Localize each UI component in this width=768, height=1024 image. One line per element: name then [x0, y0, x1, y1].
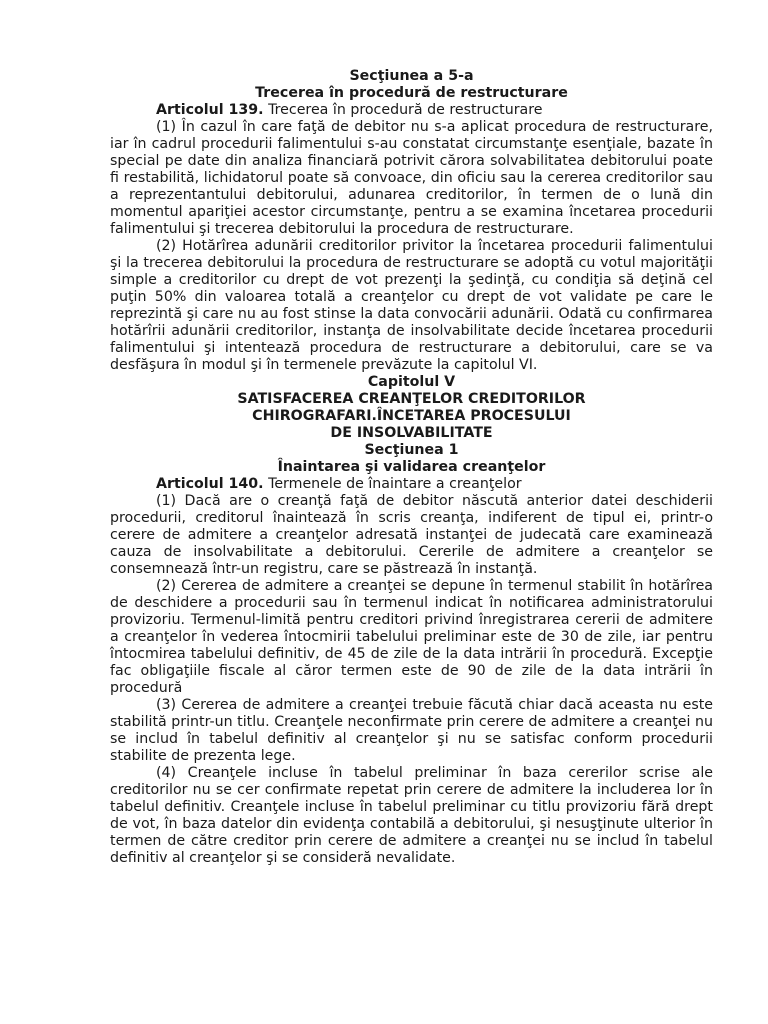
chapter-5-heading: Capitolul V: [367, 374, 456, 390]
article-140-paragraph-2: (2) Cererea de admitere a creanţei se depune în termenul stabilit în hotărîrea de deschidere a procedurii sau în termenul indicat în notificarea administratorului provizoriu. Termenul-limită pentru creditori privind înregistrarea cererii de admitere a creanţelor în vederea întocmirii tabelului preliminar este de 30 de zile, iar pentru întocmirea tabelului definitiv, de 45 de zile de la data intrării în procedură. Excepţie fac obligaţiile fiscale al căror termen este de 90 de zile de la data intrării în procedură: [110, 578, 713, 696]
section-1-title: Înaintarea şi validarea creanţelor: [277, 459, 546, 475]
article-140-paragraph-4: (4) Creanţele incluse în tabelul preliminar în baza cererilor scrise ale creditorilor nu se cer confirmate repetat prin cerere de admitere la includerea lor în tabelul definitiv. Creanţele incluse în tabelul preliminar cu titlu provizoriu fără drept de vot, în baza datelor din evidenţa contabilă a debitorului, şi nesuşţinute ulterior în termen de către creditor prin cerere de admitere a creanţei nu se includ în tabelul definitiv al creanţelor şi se consideră nevalidate.: [110, 765, 713, 866]
article-140-heading: [110, 476, 713, 493]
section-5-title: Trecerea în procedură de restructurare: [255, 85, 568, 101]
chapter-5-title-line-1: SATISFACEREA CREANŢELOR CREDITORILOR: [237, 391, 586, 407]
article-139-title: Trecerea în procedură de restructurare: [263, 102, 543, 118]
section-1-heading: Secţiunea 1: [364, 442, 459, 458]
chapter-5-title-line-3: DE INSOLVABILITATE: [330, 425, 493, 441]
document-page: [110, 68, 713, 867]
article-140-title: Termenele de înaintare a creanţelor: [263, 476, 522, 492]
article-139-paragraph-2: (2) Hotărîrea adunării creditorilor privitor la încetarea procedurii falimentului şi la trecerea debitorului la procedura de restructurare se adoptă cu votul majorităţii simple a creditorilor cu drept de vot prezenţi la şedinţă, cu condiţia să deţină cel puţin 50% din valoarea totală a creanţelor cu drept de vot validate pe care le reprezintă şi care nu au fost stinse la data convocării adunării. Odată cu confirmarea hotărîrii adunării creditorilor, instanţa de insolvabilitate decide încetarea procedurii falimentului şi intentează procedura de restructurare a debitorului, care se va desfăşura în modul şi în termenele prevăzute la capitolul VI.: [110, 238, 713, 373]
article-139-paragraph-1: (1) În cazul în care faţă de debitor nu s-a aplicat procedura de restructurare, iar în cadrul procedurii falimentului s-au constatat circumstanţe esenţiale, bazate în special pe date din analiza financiară potrivit cărora solvabilitatea debitorului poate fi restabilită, lichidatorul poate să convoace, din oficiu sau la cererea creditorilor sau a reprezentantului debitorului, adunarea creditorilor, în termen de o lună din momentul apariţiei acestor circumstanţe, pentru a se examina încetarea procedurii falimentului şi trecerea debitorului la procedura de restructurare.: [110, 119, 713, 237]
article-140-paragraph-3: (3) Cererea de admitere a creanţei trebuie făcută chiar dacă aceasta nu este stabilită printr-un titlu. Creanţele neconfirmate prin cerere de admitere a creanţei nu se includ în tabelul definitiv al creanţelor şi nu se satisfac conform procedurii stabilite de prezenta lege.: [110, 697, 713, 764]
article-139-heading: [110, 102, 713, 119]
article-140-label: Articolul 140.: [156, 476, 264, 492]
chapter-5-title-line-2: CHIROGRAFARI.ÎNCETAREA PROCESULUI: [252, 408, 571, 424]
article-139-label: Articolul 139.: [156, 102, 264, 118]
section-5-heading: Secţiunea a 5-a: [349, 68, 474, 84]
article-140-paragraph-1: (1) Dacă are o creanţă faţă de debitor născută anterior datei deschiderii procedurii, creditorul înaintează în scris creanţa, indiferent de tipul ei, printr-o cerere de admitere a creanţelor adresată instanţei de judecată care examinează cauza de insolvabilitate a debitorului. Cererile de admitere a creanţelor se consemnează într-un registru, care se păstrează în instanţă.: [110, 493, 713, 577]
